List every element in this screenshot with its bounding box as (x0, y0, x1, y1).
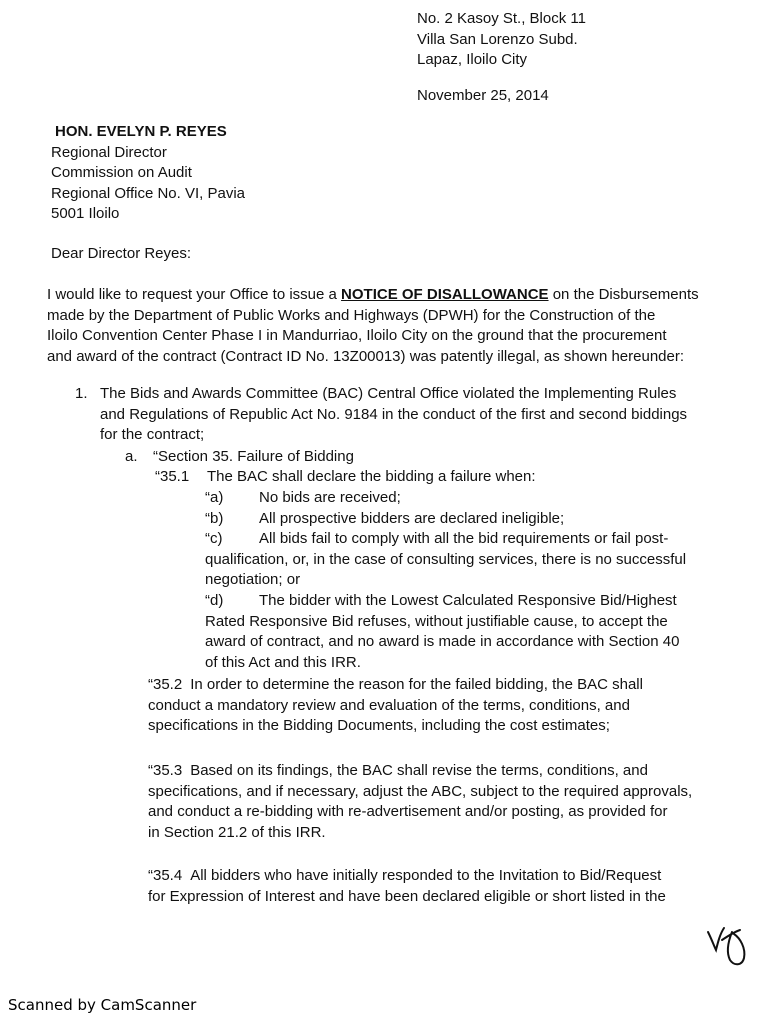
section-text: specifications, and if necessary, adjust the ABC, subject to the required approvals, (148, 782, 693, 800)
condition-text: No bids are received; (259, 489, 401, 506)
condition-text: The bidder with the Lowest Calculated Responsive Bid/Highest (259, 592, 677, 609)
sender-address-line: No. 2 Kasoy St., Block 11 (417, 10, 586, 27)
recipient-block (51, 122, 451, 225)
list-item-line: and Regulations of Republic Act No. 9184 in the conduct of the first and second biddings (100, 405, 688, 423)
recipient-city: 5001 Iloilo (51, 205, 120, 222)
intro-line: made by the Department of Public Works and Highways (DPWH) for the Construction of the (47, 306, 656, 324)
list-item-body (100, 384, 687, 446)
section-text: conduct a mandatory review and evaluation of the terms, conditions, and (148, 696, 630, 714)
intro-line: Iloilo Convention Center Phase I in Mandurriao, Iloilo City on the ground that the procurement (47, 327, 667, 344)
section-text: for Expression of Interest and have been declared eligible or short listed in the (148, 887, 666, 905)
condition-text: qualification, or, in the case of consulting services, there is no successful (205, 550, 687, 568)
section-number: “35.3 (148, 762, 183, 779)
section-text: and conduct a re-bidding with re-advertisement and/or posting, as provided for (148, 803, 668, 820)
letter-date: November 25, 2014 (417, 87, 549, 104)
recipient-name: HON. EVELYN P. REYES (55, 123, 227, 140)
condition-text: Rated Responsive Bid refuses, without justifiable cause, to accept the (205, 612, 668, 630)
section-text: specifications in the Bidding Documents, including the cost estimates; (148, 717, 610, 734)
salutation: Dear Director Reyes: (51, 245, 192, 262)
sub-item-a (125, 447, 354, 468)
condition-b (205, 509, 745, 530)
section-35-3 (148, 761, 748, 843)
section-text: in Section 21.2 of this IRR. (148, 823, 326, 841)
recipient-org: Commission on Audit (51, 164, 192, 181)
condition-c (205, 529, 745, 591)
intro-paragraph (47, 285, 747, 367)
condition-d (205, 591, 745, 673)
condition-tag: “b) (205, 510, 224, 527)
sender-address-line: Villa San Lorenzo Subd. (417, 30, 578, 48)
intro-text: I would like to request your Office to issue a (47, 286, 342, 303)
list-item-line: for the contract; (100, 426, 205, 443)
sub-item-letter: a. (125, 448, 138, 465)
section-text: The BAC shall declare the bidding a failure when: (207, 468, 536, 485)
section-text: Based on its findings, the BAC shall revise the terms, conditions, and (190, 762, 648, 779)
intro-text: on the Disbursements (548, 286, 699, 303)
condition-text: All bids fail to comply with all the bid requirements or fail post- (259, 530, 669, 547)
section-35-1 (155, 467, 536, 488)
section-35-4 (148, 866, 748, 907)
condition-tag: “a) (205, 489, 224, 506)
camscanner-watermark: Scanned by CamScanner (8, 996, 197, 1014)
sender-address-line: Lapaz, Iloilo City (417, 51, 528, 68)
section-number: “35.1 (155, 468, 190, 485)
intro-line: and award of the contract (Contract ID No. 13Z00013) was patently illegal, as shown hereunder: (47, 347, 685, 365)
intro-line (47, 285, 747, 306)
initials-signature-icon (704, 920, 754, 970)
list-item-line: The Bids and Awards Committee (BAC) Central Office violated the Implementing Rules (100, 385, 677, 402)
condition-tag: “c) (205, 530, 223, 547)
section-text: In order to determine the reason for the failed bidding, the BAC shall (190, 676, 643, 693)
section-number: “35.4 (148, 867, 183, 884)
section-35-2 (148, 675, 748, 737)
notice-of-disallowance: NOTICE OF DISALLOWANCE (341, 286, 549, 303)
recipient-title: Regional Director (51, 143, 167, 161)
section-text: All bidders who have initially responded to the Invitation to Bid/Request (190, 867, 662, 884)
condition-text: of this Act and this IRR. (205, 653, 361, 671)
section-number: “35.2 (148, 676, 183, 693)
section-35-heading: “Section 35. Failure of Bidding (153, 448, 354, 465)
condition-a (205, 488, 745, 509)
condition-tag: “d) (205, 592, 224, 609)
condition-text: All prospective bidders are declared ineligible; (259, 510, 565, 527)
recipient-office: Regional Office No. VI, Pavia (51, 184, 245, 202)
condition-text: negotiation; or (205, 571, 301, 588)
condition-text: award of contract, and no award is made in accordance with Section 40 (205, 633, 680, 650)
sender-address (417, 9, 757, 71)
list-number: 1. (75, 385, 88, 402)
